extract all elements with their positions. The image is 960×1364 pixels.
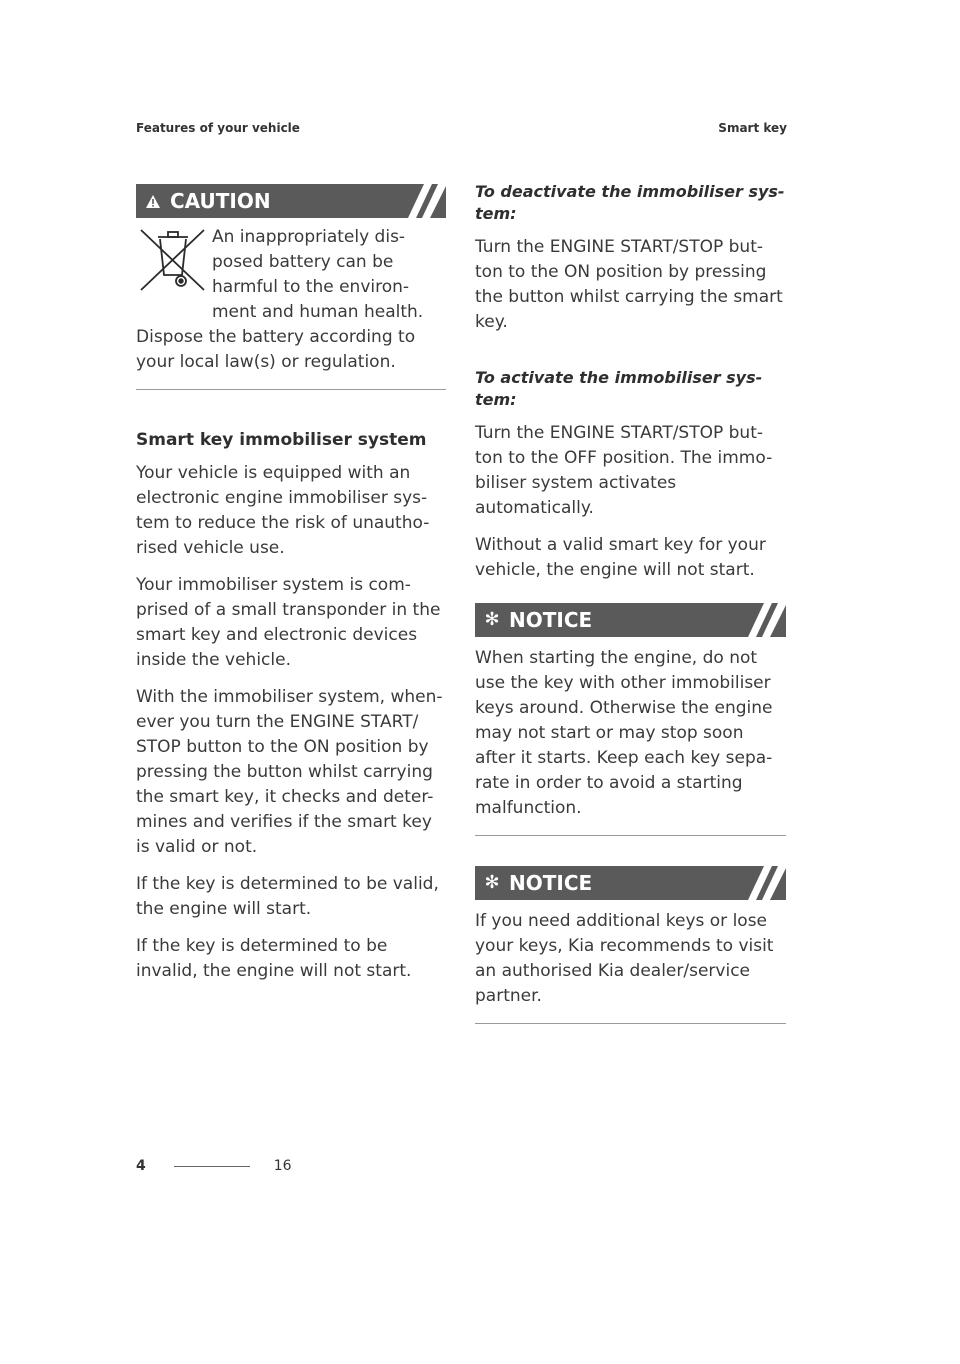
left-column	[136, 184, 446, 996]
immobiliser-paragraph: If the key is determined to be valid, the engine will start.	[136, 874, 439, 919]
notice-text: When starting the engine, do not use the key with other immobiliser keys around. Otherwise the engine may not start or may stop soon after it starts. Keep each key sepa-rate in order to avoid a starting malfunction.	[475, 648, 773, 818]
notice-title: NOTICE	[509, 871, 593, 895]
divider	[475, 1023, 786, 1024]
caution-line: posed battery can be	[212, 252, 394, 272]
immobiliser-paragraph: Your vehicle is equipped with an electronic engine immobiliser sys-tem to reduce the risk of unautho-rised vehicle use.	[136, 463, 430, 558]
warning-triangle-icon	[136, 194, 170, 209]
page-number: 16	[273, 1158, 292, 1174]
footer-divider	[174, 1166, 250, 1167]
activate-text: Turn the ENGINE START/STOP but-ton to the OFF position. The immo-biliser system activates automatically.	[475, 423, 773, 518]
activate-text: Without a valid smart key for your vehicle, the engine will not start.	[475, 535, 766, 580]
deactivate-text: Turn the ENGINE START/STOP but-ton to the ON position by pressing the button whilst carrying the smart key.	[475, 237, 783, 332]
caution-title: CAUTION	[170, 189, 271, 213]
header-page-topic: Smart key	[718, 121, 787, 135]
caution-line: An inappropriately dis-	[212, 227, 406, 247]
caution-icon-text	[212, 225, 423, 325]
asterisk-icon: ✻	[484, 609, 500, 630]
crossed-bin-icon	[136, 225, 210, 301]
page-footer	[136, 1158, 292, 1174]
header-section-title: Features of your vehicle	[136, 121, 300, 135]
caution-follow-text: Dispose the battery according to your local law(s) or regulation.	[136, 327, 416, 372]
caution-banner	[136, 184, 446, 218]
notice-title: NOTICE	[509, 608, 593, 632]
banner-stripes-decoration	[386, 184, 446, 218]
notice-banner	[475, 866, 786, 900]
banner-stripes-decoration	[726, 866, 786, 900]
caution-body	[136, 225, 446, 325]
chapter-number: 4	[136, 1158, 146, 1174]
banner-stripes-decoration	[726, 603, 786, 637]
immobiliser-paragraph: With the immobiliser system, when-ever you turn the ENGINE START/ STOP button to the ON position by pressing the button whilst carrying the smart key, it checks and deter-mines and verifies if the smart key is valid or not.	[136, 687, 443, 857]
caution-line: ment and human health.	[212, 302, 424, 322]
notice-banner	[475, 603, 786, 637]
right-column	[475, 181, 786, 1024]
deactivate-heading: To deactivate the immobiliser sys-tem:	[475, 182, 785, 223]
immobiliser-heading: Smart key immobiliser system	[136, 430, 427, 450]
immobiliser-paragraph: Your immobiliser system is com-prised of a small transponder in the smart key and electronic devices inside the vehicle.	[136, 575, 441, 670]
activate-heading: To activate the immobiliser sys-tem:	[475, 368, 763, 409]
notice-text: If you need additional keys or lose your keys, Kia recommends to visit an authorised Kia dealer/service partner.	[475, 911, 774, 1006]
caution-line: harmful to the environ-	[212, 277, 410, 297]
asterisk-icon: ✻	[484, 872, 500, 893]
immobiliser-paragraph: If the key is determined to be invalid, the engine will not start.	[136, 936, 412, 981]
